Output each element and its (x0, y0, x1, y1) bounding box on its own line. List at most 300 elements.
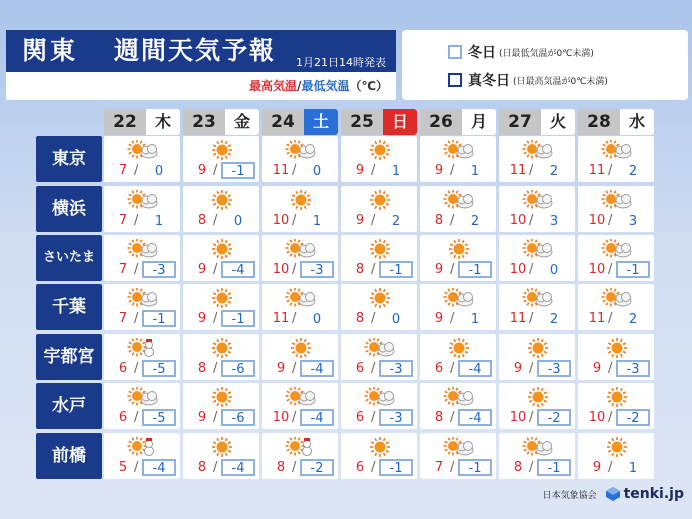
weather-icon-slot (598, 338, 636, 358)
sunny-icon (598, 437, 636, 457)
sunny-icon (519, 338, 557, 358)
mafuyubi-note: (日最高気温が0℃未満) (513, 76, 608, 87)
temp-separator: / (134, 311, 139, 326)
low-temp: -6 (221, 360, 255, 377)
tenki-logo-icon (605, 486, 621, 502)
weather-icon-slot (519, 387, 557, 407)
legend-fuyubi (448, 42, 594, 62)
forecast-cell (420, 284, 496, 330)
temp-separator: / (608, 460, 613, 475)
low-temp: -3 (537, 360, 571, 377)
high-temp: 8 (434, 410, 444, 425)
organization-name: 日本気象協会 (542, 490, 597, 501)
high-temp: 11 (509, 163, 527, 178)
day-header (183, 109, 259, 135)
day-header (104, 109, 180, 135)
high-temp: 5 (118, 460, 128, 475)
sunny-icon (282, 338, 320, 358)
weather-icon-slot (124, 190, 162, 210)
forecast-cell (104, 334, 180, 380)
sunny-then-cloudy-icon (440, 387, 478, 407)
weather-icon-slot (519, 437, 557, 457)
low-temp: -4 (300, 409, 334, 426)
high-temp: 6 (355, 410, 365, 425)
low-temp: 2 (628, 164, 638, 179)
temp-separator: / (371, 311, 376, 326)
city-label (36, 334, 102, 380)
high-temp: 8 (513, 460, 523, 475)
sunny-with-snow-icon (124, 437, 162, 457)
high-temp: 6 (355, 460, 365, 475)
forecast-cell (262, 433, 338, 479)
high-temp: 9 (434, 262, 444, 277)
forecast-cell (578, 136, 654, 182)
forecast-cell (183, 136, 259, 182)
forecast-cell (420, 334, 496, 380)
high-temp: 9 (355, 213, 365, 228)
temp-separator: / (292, 361, 297, 376)
day-weekday: 日 (383, 109, 417, 135)
sunny-icon (203, 288, 241, 308)
sunny-icon (203, 190, 241, 210)
low-temp: -6 (221, 409, 255, 426)
weather-icon-slot (598, 288, 636, 308)
low-temp: -4 (221, 261, 255, 278)
city-label (36, 284, 102, 330)
forecast-cell (499, 433, 575, 479)
high-temp: 7 (118, 262, 128, 277)
high-temp: 8 (197, 213, 207, 228)
forecast-cell (578, 284, 654, 330)
weather-icon-slot (282, 288, 320, 308)
day-weekday: 土 (304, 109, 338, 135)
temp-separator: / (529, 460, 534, 475)
high-temp: 10 (588, 262, 606, 277)
sunny-then-cloudy-icon (519, 140, 557, 160)
high-temp: 6 (118, 361, 128, 376)
temp-separator: / (213, 311, 218, 326)
day-number: 23 (183, 109, 225, 135)
sunny-with-snow-icon (282, 437, 320, 457)
temp-separator: / (608, 410, 613, 425)
low-temp: 2 (549, 164, 559, 179)
day-header (341, 109, 417, 135)
low-temp: -1 (221, 310, 255, 327)
temp-separator: / (371, 213, 376, 228)
forecast-cell (262, 186, 338, 232)
temp-separator: / (213, 410, 218, 425)
high-temp: 11 (272, 163, 290, 178)
high-temp: 11 (509, 311, 527, 326)
weather-icon-slot (282, 387, 320, 407)
sunny-then-cloudy-icon (282, 288, 320, 308)
forecast-cell (578, 383, 654, 429)
day-number: 28 (578, 109, 620, 135)
day-header (499, 109, 575, 135)
temp-separator: / (371, 262, 376, 277)
weather-icon-slot (519, 288, 557, 308)
weather-icon-slot (519, 239, 557, 259)
low-temp: -5 (142, 360, 176, 377)
day-header (420, 109, 496, 135)
temp-separator: / (134, 163, 139, 178)
temp-separator: / (134, 262, 139, 277)
temp-separator: / (450, 163, 455, 178)
day-weekday: 月 (470, 112, 487, 131)
weather-icon-slot (282, 338, 320, 358)
low-temp: -1 (379, 261, 413, 278)
sunny-icon (598, 387, 636, 407)
low-temp: -2 (616, 409, 650, 426)
forecast-cell (341, 186, 417, 232)
high-temp: 6 (434, 361, 444, 376)
sunny-icon (203, 338, 241, 358)
temp-separator: / (608, 213, 613, 228)
sunny-icon (440, 338, 478, 358)
forecast-cell (183, 284, 259, 330)
high-temp: 7 (434, 460, 444, 475)
temp-separator: / (292, 311, 297, 326)
sunny-then-cloudy-icon (124, 140, 162, 160)
high-temp: 9 (434, 163, 444, 178)
temp-separator: / (608, 311, 613, 326)
forecast-cell (104, 186, 180, 232)
forecast-cell (499, 136, 575, 182)
sunny-icon (203, 140, 241, 160)
sunny-then-cloudy-icon (361, 387, 399, 407)
fuyubi-label: 冬日 (468, 45, 496, 61)
forecast-cell (420, 235, 496, 281)
temp-separator: / (529, 311, 534, 326)
weather-icon-slot (519, 190, 557, 210)
forecast-cell (499, 334, 575, 380)
high-temp: 9 (197, 311, 207, 326)
low-temp: -1 (458, 459, 492, 476)
high-temp: 8 (276, 460, 286, 475)
low-temp: 1 (154, 214, 164, 229)
weather-icon-slot (598, 239, 636, 259)
weather-icon-slot (440, 437, 478, 457)
weather-icon-slot (124, 437, 162, 457)
low-temp: -1 (142, 310, 176, 327)
low-temp: -2 (300, 459, 334, 476)
weather-icon-slot (598, 437, 636, 457)
high-temp: 8 (434, 213, 444, 228)
city-name: 水戸 (52, 396, 86, 416)
temp-separator: / (213, 460, 218, 475)
temp-separator: / (529, 163, 534, 178)
low-temp: -5 (142, 409, 176, 426)
sunny-then-cloudy-icon (282, 387, 320, 407)
forecast-cell (420, 433, 496, 479)
forecast-cell (104, 136, 180, 182)
low-temp: -4 (458, 409, 492, 426)
sunny-then-cloudy-icon (519, 288, 557, 308)
day-number: 22 (104, 109, 146, 135)
weather-icon-slot (124, 140, 162, 160)
sunny-with-snow-icon (124, 338, 162, 358)
forecast-cell (183, 433, 259, 479)
sunny-then-cloudy-icon (361, 338, 399, 358)
sunny-then-cloudy-icon (440, 190, 478, 210)
high-temp: 9 (513, 361, 523, 376)
temp-separator: / (608, 361, 613, 376)
sunny-then-cloudy-icon (124, 387, 162, 407)
legend-mafuyubi (448, 70, 608, 90)
low-temp: 2 (391, 214, 401, 229)
sunny-icon (519, 387, 557, 407)
sunny-icon (361, 239, 399, 259)
temp-separator: / (371, 361, 376, 376)
low-temp: 0 (391, 312, 401, 327)
temp-separator: / (213, 213, 218, 228)
temp-separator: / (134, 361, 139, 376)
temp-separator: / (450, 460, 455, 475)
city-name: 前橋 (52, 446, 86, 466)
temp-separator: / (134, 460, 139, 475)
temp-separator: / (371, 163, 376, 178)
weather-icon-slot (519, 140, 557, 160)
sunny-icon (361, 288, 399, 308)
city-name: さいたま (42, 250, 95, 265)
issued-time: 1月21日14時発表 (296, 56, 386, 69)
high-temp: 10 (588, 213, 606, 228)
high-temp: 7 (118, 163, 128, 178)
sunny-then-cloudy-icon (598, 239, 636, 259)
weather-icon-slot (282, 437, 320, 457)
weather-icon-slot (598, 387, 636, 407)
high-temp: 11 (272, 311, 290, 326)
weather-icon-slot (598, 140, 636, 160)
forecast-cell (499, 284, 575, 330)
page-title: 週間天気予報 (114, 36, 277, 65)
weather-icon-slot (203, 288, 241, 308)
weather-icon-slot (282, 140, 320, 160)
high-temp: 10 (509, 262, 527, 277)
low-temp: -1 (458, 261, 492, 278)
sunny-then-cloudy-icon (598, 288, 636, 308)
forecast-cell (341, 334, 417, 380)
low-temp: -4 (300, 360, 334, 377)
temp-separator: / (450, 311, 455, 326)
temp-separator: / (529, 410, 534, 425)
temp-separator: / (292, 460, 297, 475)
forecast-cell (183, 334, 259, 380)
sunny-icon (361, 140, 399, 160)
low-temp: -4 (221, 459, 255, 476)
sunny-then-cloudy-icon (519, 437, 557, 457)
temp-separator: / (292, 213, 297, 228)
low-temp: -2 (537, 409, 571, 426)
temperature-legend (249, 78, 388, 94)
weather-icon-slot (440, 140, 478, 160)
forecast-cell (104, 383, 180, 429)
high-temp: 9 (592, 460, 602, 475)
weather-icon-slot (361, 387, 399, 407)
day-weekday: 火 (549, 112, 566, 131)
day-number: 25 (341, 109, 383, 135)
city-label (36, 235, 102, 281)
temp-separator: / (134, 410, 139, 425)
sunny-icon (361, 190, 399, 210)
fuyubi-note: (日最低気温が0℃未満) (499, 48, 594, 59)
high-temp: 10 (588, 410, 606, 425)
sunny-then-cloudy-icon (124, 190, 162, 210)
high-temp: 9 (197, 163, 207, 178)
legend-panel (402, 30, 688, 100)
low-temp: 0 (312, 164, 322, 179)
sunny-then-cloudy-icon (124, 288, 162, 308)
footer-credit (543, 486, 684, 502)
temp-separator: / (450, 361, 455, 376)
forecast-cell (341, 433, 417, 479)
high-temp: 6 (355, 361, 365, 376)
forecast-cell (578, 334, 654, 380)
high-temp: 7 (118, 311, 128, 326)
forecast-cell (262, 284, 338, 330)
sunny-then-cloudy-icon (519, 190, 557, 210)
weather-icon-slot (203, 140, 241, 160)
weather-icon-slot (361, 437, 399, 457)
temp-separator: / (371, 460, 376, 475)
unit-label: （℃） (349, 79, 388, 93)
legend-separator: / (297, 79, 302, 93)
weather-icon-slot (203, 387, 241, 407)
high-temp: 10 (509, 213, 527, 228)
low-temp: 0 (312, 312, 322, 327)
forecast-cell (578, 235, 654, 281)
low-temp: 2 (549, 312, 559, 327)
sunny-icon (282, 190, 320, 210)
low-temp: -1 (537, 459, 571, 476)
forecast-cell (104, 235, 180, 281)
low-temp: 0 (154, 164, 164, 179)
high-temp: 7 (118, 213, 128, 228)
forecast-cell (578, 186, 654, 232)
temp-separator: / (608, 163, 613, 178)
high-temp: 11 (588, 163, 606, 178)
day-number: 27 (499, 109, 541, 135)
temp-separator: / (529, 262, 534, 277)
sunny-then-cloudy-icon (282, 239, 320, 259)
low-temp: 0 (233, 214, 243, 229)
low-temp: 0 (549, 263, 559, 278)
low-temp: -3 (379, 360, 413, 377)
low-temp: 3 (549, 214, 559, 229)
low-temp: 2 (628, 312, 638, 327)
forecast-cell (341, 136, 417, 182)
forecast-cell (341, 235, 417, 281)
forecast-cell (104, 284, 180, 330)
weather-icon-slot (361, 190, 399, 210)
sunny-icon (203, 437, 241, 457)
city-label (36, 433, 102, 479)
high-temp: 6 (118, 410, 128, 425)
forecast-cell (499, 186, 575, 232)
low-temp: 3 (628, 214, 638, 229)
day-weekday: 木 (154, 112, 171, 131)
weather-icon-slot (440, 387, 478, 407)
low-temp: 2 (470, 214, 480, 229)
forecast-cell (262, 136, 338, 182)
city-name: 横浜 (52, 199, 86, 219)
day-header (578, 109, 654, 135)
day-header (262, 109, 338, 135)
weather-icon-slot (203, 190, 241, 210)
city-label (36, 186, 102, 232)
day-weekday: 水 (628, 112, 645, 131)
forecast-cell (341, 284, 417, 330)
city-label (36, 136, 102, 182)
city-label (36, 383, 102, 429)
title-panel (6, 30, 396, 100)
weather-icon-slot (440, 239, 478, 259)
low-temp: -3 (379, 409, 413, 426)
forecast-cell (183, 186, 259, 232)
temp-separator: / (292, 262, 297, 277)
forecast-cell (341, 383, 417, 429)
weather-icon-slot (124, 387, 162, 407)
forecast-cell (420, 383, 496, 429)
sunny-icon (440, 239, 478, 259)
high-temp: 9 (434, 311, 444, 326)
high-temp: 8 (197, 361, 207, 376)
forecast-cell (262, 383, 338, 429)
weather-icon-slot (519, 338, 557, 358)
high-temp: 10 (272, 262, 290, 277)
low-temp: -1 (379, 459, 413, 476)
temp-separator: / (450, 410, 455, 425)
high-temp: 8 (197, 460, 207, 475)
forecast-cell (578, 433, 654, 479)
high-temp: 10 (272, 410, 290, 425)
temp-separator: / (213, 163, 218, 178)
forecast-cell (499, 235, 575, 281)
forecast-cell (499, 383, 575, 429)
low-temp: 1 (470, 312, 480, 327)
sunny-then-cloudy-icon (440, 437, 478, 457)
high-temp: 10 (509, 410, 527, 425)
low-temp: -4 (142, 459, 176, 476)
weather-icon-slot (440, 288, 478, 308)
high-temp: 9 (355, 163, 365, 178)
weather-icon-slot (361, 288, 399, 308)
day-weekday: 金 (233, 112, 250, 131)
high-temp: 8 (355, 311, 365, 326)
city-name: 東京 (52, 149, 86, 169)
weather-icon-slot (124, 288, 162, 308)
day-number: 26 (420, 109, 462, 135)
sunny-icon (203, 387, 241, 407)
fuyubi-swatch-icon (448, 45, 462, 59)
temp-separator: / (213, 262, 218, 277)
sunny-then-cloudy-icon (440, 288, 478, 308)
high-temp: 9 (592, 361, 602, 376)
low-temp-label: 最低気温 (301, 79, 350, 93)
weather-icon-slot (282, 190, 320, 210)
temp-separator: / (292, 163, 297, 178)
forecast-cell (262, 334, 338, 380)
temp-separator: / (608, 262, 613, 277)
brand-name: tenki.jp (623, 486, 684, 502)
low-temp: 1 (391, 164, 401, 179)
weather-icon-slot (361, 338, 399, 358)
low-temp: -3 (616, 360, 650, 377)
sunny-then-cloudy-icon (519, 239, 557, 259)
low-temp: 1 (312, 214, 322, 229)
low-temp: 1 (628, 461, 638, 476)
weather-icon-slot (440, 338, 478, 358)
